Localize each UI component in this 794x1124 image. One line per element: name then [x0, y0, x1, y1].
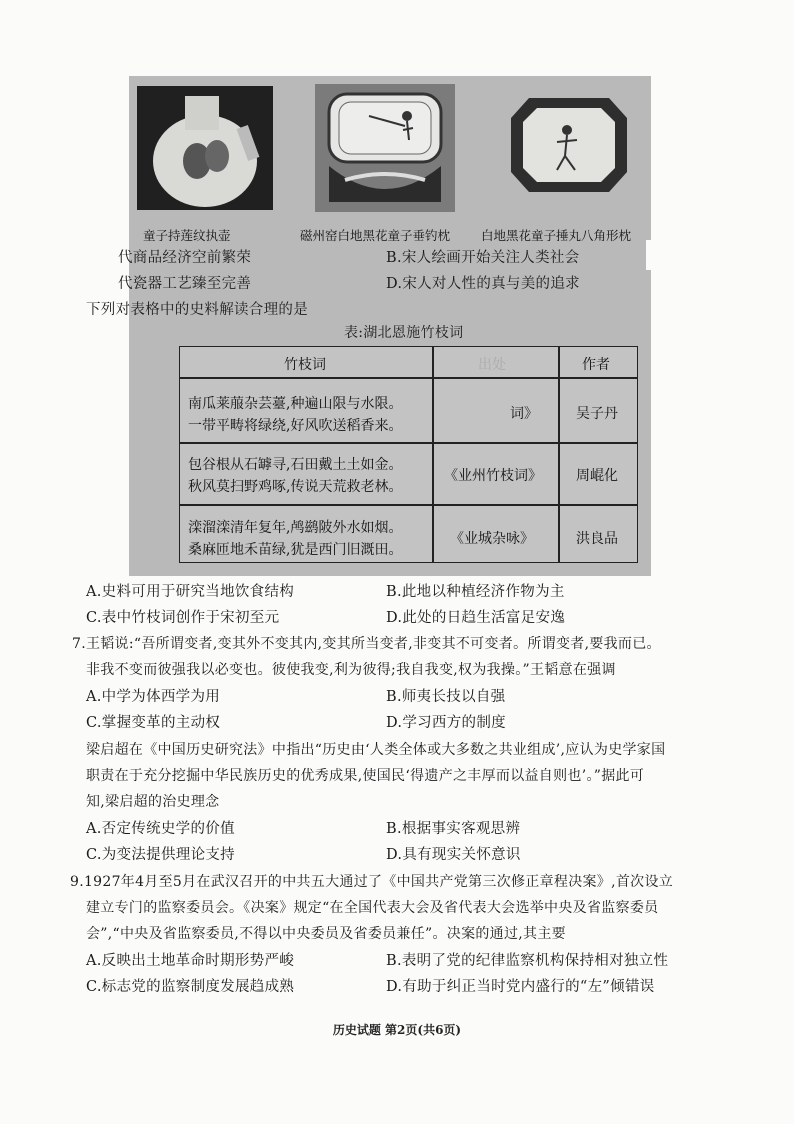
page-footer: 历史试题 第2页(共6页)	[332, 1023, 462, 1037]
row2-poem-line2: 秋风莫扫野鸡啄,传说天荒救老林。	[188, 479, 403, 495]
q9-stem-line1: 9.1927年4月至5月在武汉召开的中共五大通过了《中国共产党第三次修正章程决案》,首次设立	[70, 874, 674, 890]
q5-option-b: B.宋人绘画开始关注人类社会	[386, 250, 580, 266]
q5-option-c: 代瓷器工艺臻至完善	[118, 276, 252, 292]
q7-option-a: A.中学为体西学为用	[86, 689, 221, 705]
q6-option-b: B.此地以种植经济作物为主	[386, 584, 565, 600]
q8-stem-line3: 知,梁启超的治史理念	[86, 794, 220, 810]
caption-fishing-pillow: 磁州窑白地黑花童子垂钓枕	[300, 228, 451, 243]
octagonal-pillow-photo	[505, 90, 633, 200]
q7-option-c: C.掌握变革的主动权	[86, 715, 221, 731]
caption-octagonal-pillow: 白地黑花童子捶丸八角形枕	[481, 228, 632, 243]
row3-poem-line2: 桑麻匝地禾苗绿,犹是西门旧溉田。	[188, 542, 403, 558]
row1-poem-line1: 南瓜莱菔杂芸薹,种遍山限与水限。	[188, 396, 403, 412]
row2-author: 周崐化	[576, 468, 618, 484]
table-header-author: 作者	[582, 357, 610, 373]
row3-author: 洪良品	[576, 531, 618, 547]
ewer-photo	[137, 86, 273, 210]
q8-option-d: D.具有现实关怀意识	[386, 847, 521, 863]
row1-poem-line2: 一带平畴将绿绕,好风吹送稻香来。	[188, 418, 403, 434]
q5-option-d: D.宋人对人性的真与美的追求	[386, 276, 580, 292]
q6-stem: 下列对表格中的史料解读合理的是	[86, 302, 308, 318]
q8-option-c: C.为变法提供理论支持	[86, 847, 235, 863]
q6-option-a: A.史料可用于研究当地饮食结构	[86, 584, 295, 600]
row1-source: 词》	[510, 406, 538, 422]
q8-option-a: A.否定传统史学的价值	[86, 821, 235, 837]
scan-edge	[646, 240, 794, 270]
q7-stem-line1: 7.王韬说:“吾所谓变者,变其外不变其内,变其所当变者,非变其不可变者。所谓变者,要我而已。	[72, 636, 661, 652]
fishing-pillow-photo	[315, 84, 455, 212]
q6-option-c: C.表中竹枝词创作于宋初至元	[86, 610, 280, 626]
q8-stem-line1: 梁启超在《中国历史研究法》中指出“历史由‘人类全体或大多数之共业组成’,应认为史学家国	[86, 742, 666, 758]
q9-option-a: A.反映出土地革命时期形势严峻	[86, 953, 295, 969]
q7-stem-line2: 非我不变而彼强我以必变也。彼使我变,利为彼得;我自我变,权为我操。”王韬意在强调	[86, 662, 616, 678]
q7-option-d: D.学习西方的制度	[386, 715, 506, 731]
row3-source: 《业城杂咏》	[450, 531, 534, 547]
row1-author: 吴子丹	[576, 406, 618, 422]
q9-stem-line3: 会”,“中央及省监察委员,不得以中央委员及省委员兼任”。决案的通过,其主要	[86, 926, 566, 942]
row2-source: 《业州竹枝词》	[444, 468, 542, 484]
row2-poem-line1: 包谷根从石罅寻,石田戴土土如金。	[188, 457, 403, 473]
q9-option-c: C.标志党的监察制度发展趋成熟	[86, 979, 295, 995]
q6-option-d: D.此处的日趋生活富足安逸	[386, 610, 566, 626]
table-header-poem: 竹枝词	[284, 357, 326, 373]
q8-option-b: B.根据事实客观思辨	[386, 821, 521, 837]
q9-option-d: D.有助于纠正当时党内盛行的“左”倾错误	[386, 979, 655, 995]
q5-option-a: 代商品经济空前繁荣	[118, 250, 252, 266]
q9-option-b: B.表明了党的纪律监察机构保持相对独立性	[386, 953, 669, 969]
q7-option-b: B.师夷长技以自强	[386, 689, 506, 705]
chuci-table	[179, 346, 638, 563]
q8-stem-line2: 职责在于充分挖掘中华民族历史的优秀成果,使国民‘得遗产之丰厚而以益自则也’。”据此可	[86, 768, 645, 784]
q9-stem-line2: 建立专门的监察委员会。《决案》规定“在全国代表大会及省代表大会选举中央及省监察委员	[86, 900, 659, 916]
row3-poem-line1: 滦溜滦清年复年,鸬鹚陂外水如烟。	[188, 520, 403, 536]
table-header-source: 出处	[478, 357, 506, 373]
caption-ewer: 童子持莲纹执壶	[143, 228, 231, 243]
table-title: 表:湖北恩施竹枝词	[344, 325, 464, 341]
